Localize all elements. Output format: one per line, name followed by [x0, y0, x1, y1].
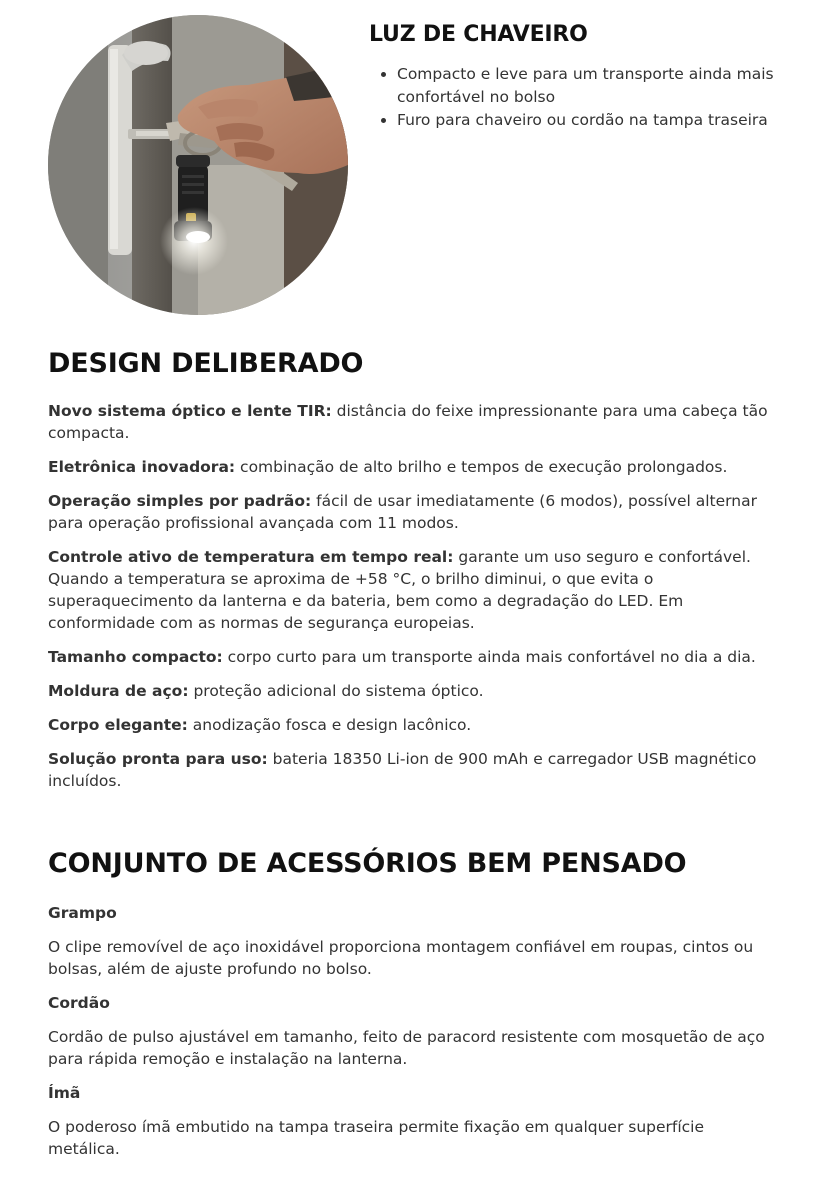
- design-section: [48, 346, 778, 792]
- keychain-light-title: LUZ DE CHAVEIRO: [369, 22, 588, 47]
- feature-paragraph: [48, 680, 778, 702]
- accessory-description: O clipe removível de aço inoxidável proporciona montagem confiável em roupas, cintos ou bolsas, além de ajuste profundo no bolso.: [48, 938, 754, 978]
- photo-illustration: [48, 15, 348, 315]
- keychain-light-bullet-list: [369, 63, 789, 132]
- feature-text: bateria 18350 Li-ion de 900 mAh e carregador USB magnético incluídos.: [48, 750, 757, 790]
- feature-paragraph: [48, 546, 778, 634]
- feature-text: combinação de alto brilho e tempos de execução prolongados.: [235, 458, 728, 476]
- feature-text: fácil de usar imediatamente (6 modos), possível alternar para operação profissional avançada com 11 modos.: [48, 492, 757, 532]
- feature-paragraph: [48, 714, 778, 736]
- feature-text: corpo curto para um transporte ainda mais confortável no dia a dia.: [222, 648, 756, 666]
- feature-paragraph: [48, 400, 778, 444]
- feature-text: anodização fosca e design lacônico.: [187, 716, 472, 734]
- feature-text: proteção adicional do sistema óptico.: [188, 682, 484, 700]
- list-item: • Compacto e leve para um transporte ainda mais confortável no bolso: [397, 63, 789, 109]
- accessory-description: O poderoso ímã embutido na tampa traseira permite fixação em qualquer superfície metálica.: [48, 1118, 705, 1158]
- accessories-section-title: CONJUNTO DE ACESSÓRIOS BEM PENSADO: [48, 848, 687, 879]
- feature-label: Solução pronta para uso:: [48, 750, 268, 768]
- keychain-flashlight-photo: [48, 15, 348, 315]
- feature-paragraph: [48, 456, 778, 478]
- accessory-description: Cordão de pulso ajustável em tamanho, feito de paracord resistente com mosquetão de aço para rápida remoção e instalação na lanterna.: [48, 1028, 765, 1068]
- feature-text: garante um uso seguro e confortável. Quando a temperatura se aproxima de +58 °C, o brilho diminui, o que evita o superaquecimento da lanterna e da bateria, bem como a degradação do LED. Em conformidade com as normas de segurança europeias.: [48, 548, 751, 632]
- design-section-title: DESIGN DELIBERADO: [48, 348, 364, 379]
- accessory-title: Grampo: [48, 904, 117, 922]
- feature-paragraph: [48, 748, 778, 792]
- feature-text: distância do feixe impressionante para uma cabeça tão compacta.: [48, 402, 768, 442]
- accessory-title: Cordão: [48, 994, 110, 1012]
- feature-label: Operação simples por padrão:: [48, 492, 312, 510]
- feature-label: Moldura de aço:: [48, 682, 189, 700]
- accessories-section: [48, 846, 778, 1160]
- feature-label: Corpo elegante:: [48, 716, 188, 734]
- keychain-light-section: [369, 20, 789, 132]
- feature-label: Controle ativo de temperatura em tempo real:: [48, 548, 454, 566]
- accessory-title: Ímã: [48, 1084, 81, 1102]
- feature-paragraph: [48, 646, 778, 668]
- feature-label: Novo sistema óptico e lente TIR:: [48, 402, 332, 420]
- feature-label: Eletrônica inovadora:: [48, 458, 236, 476]
- feature-paragraph: [48, 490, 778, 534]
- list-item: • Furo para chaveiro ou cordão na tampa traseira: [397, 109, 789, 132]
- feature-label: Tamanho compacto:: [48, 648, 223, 666]
